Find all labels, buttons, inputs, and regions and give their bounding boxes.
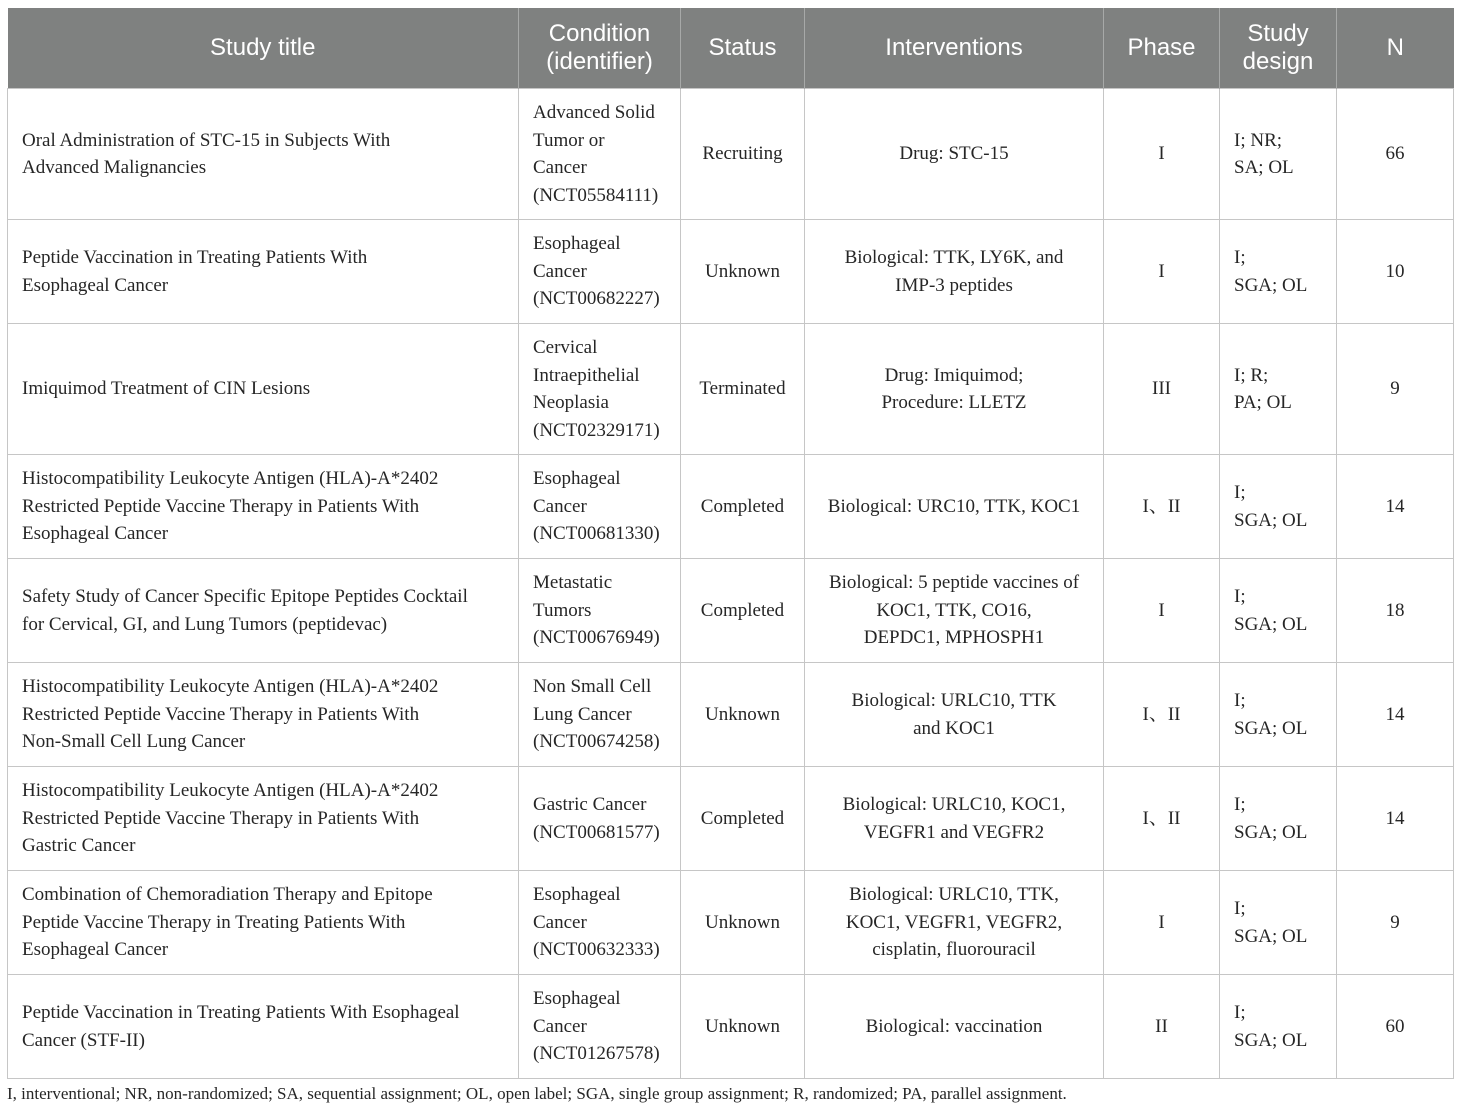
cell-study-title-line: Peptide Vaccination in Treating Patients With bbox=[22, 247, 368, 268]
cell-study-design bbox=[1220, 975, 1337, 1079]
cell-condition-line: (NCT01267578) bbox=[533, 1043, 660, 1065]
cell-interventions bbox=[805, 663, 1104, 767]
table-row bbox=[8, 767, 1454, 871]
cell-study-title-line: Imiquimod Treatment of CIN Lesions bbox=[22, 378, 311, 400]
cell-n: 66 bbox=[1337, 89, 1454, 220]
table-row bbox=[8, 324, 1454, 455]
clinical-trials-table bbox=[7, 8, 1454, 1079]
cell-interventions-line: IMP-3 peptides bbox=[895, 274, 1013, 296]
table-row bbox=[8, 220, 1454, 324]
table-row bbox=[8, 975, 1454, 1079]
table-row bbox=[8, 871, 1454, 975]
cell-study-title-line: Histocompatibility Leukocyte Antigen (HLA)-A*2402 bbox=[22, 468, 439, 490]
cell-study-design-line: SA; OL bbox=[1234, 157, 1294, 178]
cell-study-design-line: SGA; OL bbox=[1234, 925, 1308, 947]
cell-interventions-line: Biological: URLC10, TTK, bbox=[849, 884, 1059, 906]
header-n-line: N bbox=[1386, 34, 1404, 61]
cell-study-design-line: SGA; OL bbox=[1234, 821, 1308, 843]
cell-phase: I、II bbox=[1104, 455, 1220, 559]
cell-interventions bbox=[805, 324, 1104, 455]
cell-interventions bbox=[805, 767, 1104, 871]
header-study-design-line: Study bbox=[1247, 20, 1309, 47]
cell-condition bbox=[519, 89, 681, 220]
cell-study-design bbox=[1220, 455, 1337, 559]
cell-n: 14 bbox=[1337, 663, 1454, 767]
cell-condition-line: Tumor or bbox=[533, 129, 605, 151]
cell-interventions-line: Drug: STC-15 bbox=[899, 143, 1009, 165]
cell-condition-line: (NCT00681330) bbox=[533, 523, 660, 545]
cell-condition-line: Tumors bbox=[533, 599, 592, 621]
header-condition-line: Condition bbox=[548, 20, 651, 47]
table-header-row bbox=[8, 8, 1454, 89]
cell-phase: III bbox=[1104, 324, 1220, 455]
cell-condition-line: Gastric Cancer bbox=[533, 794, 647, 815]
cell-study-design-line: SGA; OL bbox=[1234, 717, 1308, 739]
cell-interventions-line: DEPDC1, MPHOSPH1 bbox=[863, 627, 1045, 649]
cell-interventions-line: Biological: URC10, TTK, KOC1 bbox=[827, 495, 1081, 517]
cell-study-design-line: I; bbox=[1234, 690, 1246, 711]
header-interventions bbox=[805, 8, 1104, 89]
cell-study-design-line: SGA; OL bbox=[1234, 274, 1308, 296]
header-phase-line: Phase bbox=[1127, 34, 1196, 61]
cell-phase: I bbox=[1104, 871, 1220, 975]
cell-study-title-line: Histocompatibility Leukocyte Antigen (HLA)-A*2402 bbox=[22, 780, 439, 802]
cell-phase: I、II bbox=[1104, 663, 1220, 767]
cell-study-title-line: Restricted Peptide Vaccine Therapy in Patients With bbox=[22, 703, 420, 725]
header-phase bbox=[1104, 8, 1220, 89]
cell-study-title-line: Advanced Malignancies bbox=[22, 157, 207, 178]
cell-condition-line: Esophageal bbox=[533, 233, 621, 255]
header-interventions-line: Interventions bbox=[885, 34, 1023, 61]
cell-study-title-line: Peptide Vaccination in Treating Patients With Esophageal bbox=[22, 1002, 460, 1023]
header-status-line: Status bbox=[708, 34, 777, 61]
cell-study-design-line: I; NR; bbox=[1234, 129, 1283, 151]
cell-condition bbox=[519, 455, 681, 559]
cell-condition-line: Lung Cancer bbox=[533, 703, 632, 725]
cell-status: Completed bbox=[681, 559, 805, 663]
cell-study-title bbox=[8, 767, 519, 871]
cell-condition bbox=[519, 324, 681, 455]
cell-interventions-line: KOC1, TTK, CO16, bbox=[876, 599, 1032, 621]
cell-n: 14 bbox=[1337, 455, 1454, 559]
cell-study-design-line: I; bbox=[1234, 247, 1246, 268]
cell-phase: I bbox=[1104, 220, 1220, 324]
cell-condition-line: (NCT00632333) bbox=[533, 939, 660, 961]
cell-study-title-line: for Cervical, GI, and Lung Tumors (peptidevac) bbox=[22, 613, 388, 635]
cell-condition-line: Esophageal bbox=[533, 468, 621, 490]
cell-study-design-line: I; bbox=[1234, 1002, 1246, 1023]
cell-study-design bbox=[1220, 559, 1337, 663]
cell-condition-line: (NCT00674258) bbox=[533, 731, 660, 753]
cell-condition-line: Cancer bbox=[533, 1015, 587, 1037]
cell-condition bbox=[519, 220, 681, 324]
table-body bbox=[8, 89, 1454, 1079]
cell-n: 9 bbox=[1337, 324, 1454, 455]
cell-n: 9 bbox=[1337, 871, 1454, 975]
table-footnote: I, interventional; NR, non-randomized; SA, sequential assignment; OL, open label; SGA, single group assignment; R, randomized; PA, parallel assignment. bbox=[7, 1084, 1067, 1103]
cell-study-title-line: Restricted Peptide Vaccine Therapy in Patients With bbox=[22, 807, 420, 829]
cell-study-title bbox=[8, 975, 519, 1079]
cell-interventions bbox=[805, 871, 1104, 975]
cell-study-title-line: Combination of Chemoradiation Therapy and Epitope bbox=[22, 884, 433, 906]
cell-condition bbox=[519, 559, 681, 663]
cell-study-title-line: Safety Study of Cancer Specific Epitope Peptides Cocktail bbox=[22, 586, 468, 607]
cell-condition-line: Esophageal bbox=[533, 884, 621, 906]
cell-condition bbox=[519, 871, 681, 975]
cell-status: Unknown bbox=[681, 663, 805, 767]
cell-status: Unknown bbox=[681, 220, 805, 324]
cell-n: 60 bbox=[1337, 975, 1454, 1079]
cell-study-design bbox=[1220, 220, 1337, 324]
cell-study-design-line: I; bbox=[1234, 482, 1246, 503]
cell-study-title-line: Esophageal Cancer bbox=[22, 523, 169, 545]
cell-condition-line: Cancer bbox=[533, 911, 587, 933]
cell-study-design-line: I; R; bbox=[1234, 364, 1269, 386]
cell-condition bbox=[519, 767, 681, 871]
cell-n: 18 bbox=[1337, 559, 1454, 663]
cell-interventions-line: Procedure: LLETZ bbox=[881, 392, 1027, 413]
cell-condition-line: Metastatic bbox=[533, 572, 613, 594]
trials-table-container bbox=[7, 8, 1453, 1079]
cell-condition-line: Non Small Cell bbox=[533, 676, 652, 698]
cell-interventions-line: KOC1, VEGFR1, VEGFR2, bbox=[845, 911, 1063, 933]
cell-condition-line: (NCT00682227) bbox=[533, 288, 660, 310]
cell-status: Terminated bbox=[681, 324, 805, 455]
cell-condition-line: Neoplasia bbox=[533, 392, 609, 413]
cell-study-design-line: SGA; OL bbox=[1234, 613, 1308, 635]
cell-study-title bbox=[8, 455, 519, 559]
cell-study-title bbox=[8, 220, 519, 324]
cell-condition bbox=[519, 975, 681, 1079]
cell-phase: I、II bbox=[1104, 767, 1220, 871]
cell-interventions-line: Biological: URLC10, TTK bbox=[851, 690, 1057, 711]
cell-study-title-line: Non-Small Cell Lung Cancer bbox=[22, 731, 246, 753]
cell-condition-line: Cancer bbox=[533, 260, 587, 282]
cell-interventions bbox=[805, 975, 1104, 1079]
cell-interventions-line: Biological: URLC10, KOC1, bbox=[842, 794, 1066, 815]
cell-status: Completed bbox=[681, 767, 805, 871]
table-row bbox=[8, 663, 1454, 767]
cell-study-design-line: PA; OL bbox=[1234, 392, 1292, 413]
cell-study-design-line: I; bbox=[1234, 586, 1246, 607]
cell-study-title-line: Cancer (STF-II) bbox=[22, 1029, 145, 1051]
cell-study-design-line: SGA; OL bbox=[1234, 1029, 1308, 1051]
cell-study-design bbox=[1220, 767, 1337, 871]
cell-study-title bbox=[8, 559, 519, 663]
cell-study-title-line: Peptide Vaccine Therapy in Treating Patients With bbox=[22, 911, 406, 933]
cell-condition-line: (NCT00681577) bbox=[533, 821, 660, 843]
header-condition bbox=[519, 8, 681, 89]
cell-interventions-line: Biological: vaccination bbox=[865, 1015, 1043, 1037]
cell-interventions bbox=[805, 455, 1104, 559]
cell-study-title bbox=[8, 324, 519, 455]
cell-study-title-line: Esophageal Cancer bbox=[22, 274, 169, 296]
cell-condition-line: Advanced Solid bbox=[533, 102, 655, 123]
header-condition-line: (identifier) bbox=[546, 48, 653, 75]
cell-interventions bbox=[805, 220, 1104, 324]
cell-study-design bbox=[1220, 89, 1337, 220]
cell-phase: I bbox=[1104, 559, 1220, 663]
cell-condition bbox=[519, 663, 681, 767]
header-study-title bbox=[8, 8, 519, 89]
cell-interventions-line: VEGFR1 and VEGFR2 bbox=[863, 821, 1045, 843]
cell-n: 10 bbox=[1337, 220, 1454, 324]
cell-study-title bbox=[8, 871, 519, 975]
cell-status: Completed bbox=[681, 455, 805, 559]
cell-n: 14 bbox=[1337, 767, 1454, 871]
cell-interventions bbox=[805, 559, 1104, 663]
cell-condition-line: Cancer bbox=[533, 495, 587, 517]
cell-study-title-line: Oral Administration of STC-15 in Subjects With bbox=[22, 129, 391, 151]
cell-phase: II bbox=[1104, 975, 1220, 1079]
table-row bbox=[8, 89, 1454, 220]
cell-study-design-line: I; bbox=[1234, 794, 1246, 815]
cell-study-title-line: Restricted Peptide Vaccine Therapy in Patients With bbox=[22, 495, 420, 517]
cell-condition-line: Cervical bbox=[533, 337, 598, 358]
cell-interventions bbox=[805, 89, 1104, 220]
cell-study-design bbox=[1220, 871, 1337, 975]
cell-status: Unknown bbox=[681, 975, 805, 1079]
cell-condition-line: Esophageal bbox=[533, 988, 621, 1010]
cell-condition-line: (NCT02329171) bbox=[533, 419, 660, 441]
cell-interventions-line: and KOC1 bbox=[913, 717, 995, 739]
cell-study-title bbox=[8, 663, 519, 767]
cell-condition-line: (NCT00676949) bbox=[533, 627, 660, 649]
cell-condition-line: Cancer bbox=[533, 157, 587, 178]
cell-study-design bbox=[1220, 663, 1337, 767]
cell-status: Unknown bbox=[681, 871, 805, 975]
table-row bbox=[8, 455, 1454, 559]
cell-interventions-line: Biological: TTK, LY6K, and bbox=[844, 247, 1064, 268]
cell-condition-line: (NCT05584111) bbox=[533, 184, 659, 206]
header-status bbox=[681, 8, 805, 89]
cell-study-title-line: Gastric Cancer bbox=[22, 835, 136, 857]
cell-study-design bbox=[1220, 324, 1337, 455]
cell-phase: I bbox=[1104, 89, 1220, 220]
cell-study-title-line: Histocompatibility Leukocyte Antigen (HLA)-A*2402 bbox=[22, 676, 439, 698]
cell-study-design-line: SGA; OL bbox=[1234, 509, 1308, 531]
header-study-design bbox=[1220, 8, 1337, 89]
cell-interventions-line: Drug: Imiquimod; bbox=[884, 364, 1024, 386]
cell-interventions-line: cisplatin, fluorouracil bbox=[872, 939, 1036, 961]
header-study-title-line: Study title bbox=[210, 34, 316, 61]
cell-study-title bbox=[8, 89, 519, 220]
table-row bbox=[8, 559, 1454, 663]
cell-condition-line: Intraepithelial bbox=[533, 364, 640, 386]
cell-status: Recruiting bbox=[681, 89, 805, 220]
cell-interventions-line: Biological: 5 peptide vaccines of bbox=[828, 572, 1080, 594]
header-n bbox=[1337, 8, 1454, 89]
cell-study-design-line: I; bbox=[1234, 898, 1246, 919]
cell-study-title-line: Esophageal Cancer bbox=[22, 939, 169, 961]
header-study-design-line: design bbox=[1242, 48, 1314, 75]
